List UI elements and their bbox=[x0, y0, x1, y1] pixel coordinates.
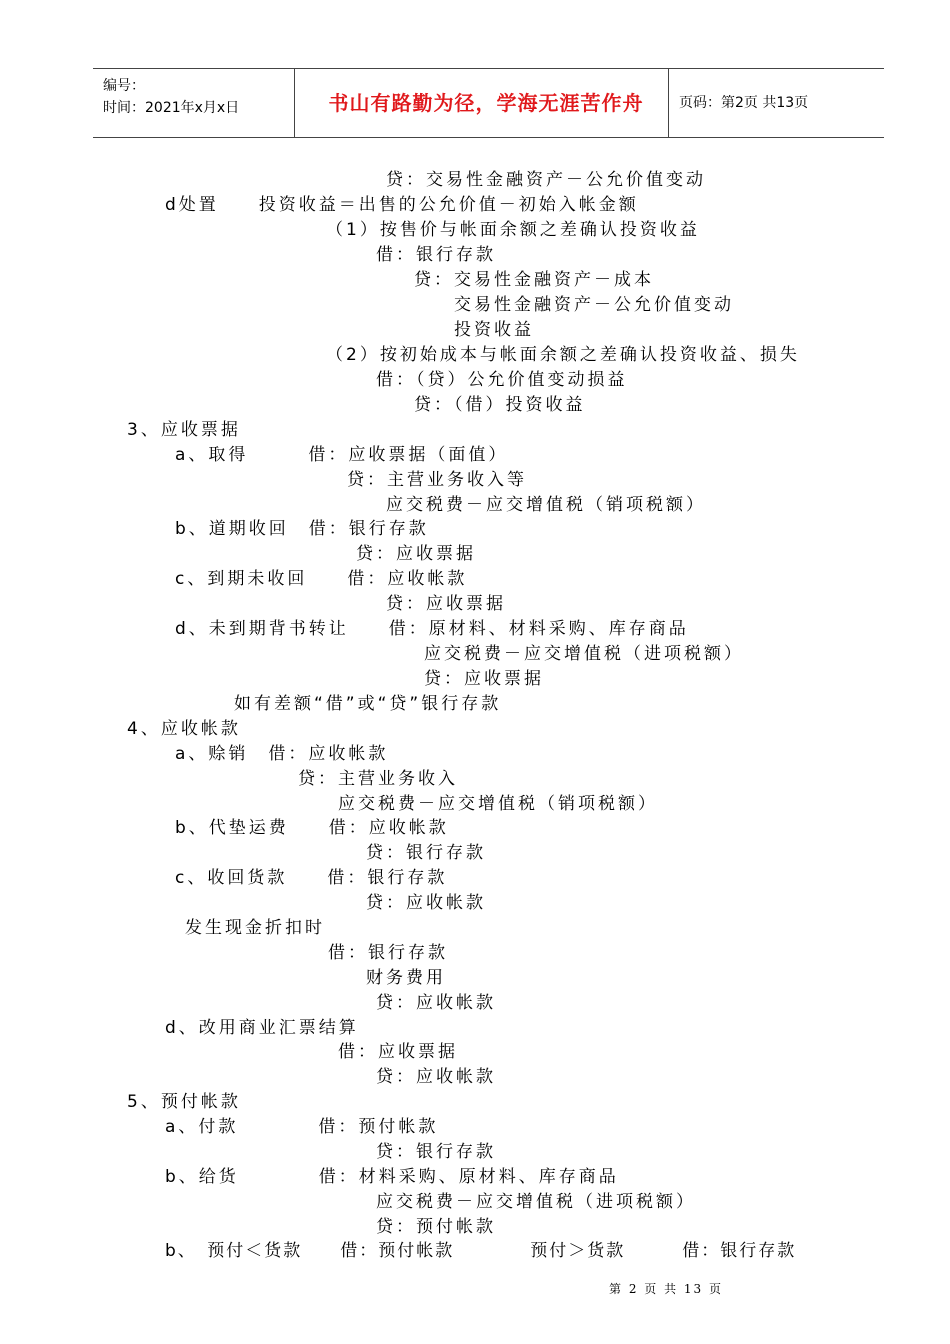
section-heading: 3、应收票据 bbox=[127, 420, 241, 440]
text-line: 贷：银行存款 bbox=[376, 1142, 496, 1162]
text-line: d处置 投资收益＝出售的公允价值－初始入帐金额 bbox=[165, 195, 639, 215]
text-line: 借：银行存款 bbox=[328, 943, 448, 963]
text-line: 应交税费－应交增值税（销项税额） bbox=[386, 495, 706, 515]
text-line: a、取得 借：应收票据（面值） bbox=[175, 445, 509, 465]
text-line: （1）按售价与帐面余额之差确认投资收益 bbox=[326, 220, 700, 240]
text-line: a、赊销 借：应收帐款 bbox=[175, 744, 389, 764]
text-line: b、 预付＜货款 借：预付帐款 预付＞货款 借：银行存款 bbox=[165, 1241, 797, 1261]
text-line: 贷：预付帐款 bbox=[376, 1217, 496, 1237]
text-line: 贷：主营业务收入 bbox=[298, 769, 458, 789]
text-line: 应交税费－应交增值税（销项税额） bbox=[338, 794, 658, 814]
header-meta bbox=[103, 75, 239, 119]
text-line: 借：（贷）公允价值变动损益 bbox=[376, 370, 628, 390]
text-line: d、未到期背书转让 借：原材料、材料采购、库存商品 bbox=[175, 619, 689, 639]
text-line: 发生现金折扣时 bbox=[185, 918, 325, 938]
text-line: 贷：（借）投资收益 bbox=[414, 395, 586, 415]
text-line: b、道期收回 借：银行存款 bbox=[175, 519, 429, 539]
text-line: 贷：交易性金融资产－公允价值变动 bbox=[386, 170, 706, 190]
text-line: 贷：银行存款 bbox=[366, 843, 486, 863]
section-heading: 5、预付帐款 bbox=[127, 1092, 241, 1112]
text-line: 应交税费－应交增值税（进项税额） bbox=[424, 644, 744, 664]
time-label: 时间：2021年x月x日 bbox=[103, 100, 240, 116]
header-divider bbox=[668, 69, 669, 137]
text-line: c、收回货款 借：银行存款 bbox=[175, 868, 448, 888]
text-line: （2）按初始成本与帐面余额之差确认投资收益、损失 bbox=[326, 345, 800, 365]
slogan: 书山有路勤为径，学海无涯苦作舟 bbox=[328, 91, 644, 115]
text-line: 贷：应收票据 bbox=[424, 669, 544, 689]
text-line: b、给货 借：材料采购、原材料、库存商品 bbox=[165, 1167, 619, 1187]
section-heading: 4、应收帐款 bbox=[127, 719, 241, 739]
page-info: 页码：第2页 共13页 bbox=[679, 95, 809, 111]
text-line: 借：银行存款 bbox=[376, 245, 496, 265]
page-header bbox=[93, 68, 884, 138]
text-line: 应交税费－应交增值税（进项税额） bbox=[376, 1192, 696, 1212]
text-line: 贷：交易性金融资产－成本 bbox=[414, 270, 654, 290]
text-line: a、付款 借：预付帐款 bbox=[165, 1117, 439, 1137]
header-divider bbox=[294, 69, 295, 137]
text-line: 投资收益 bbox=[454, 320, 534, 340]
text-line: 贷：应收帐款 bbox=[366, 893, 486, 913]
text-line: c、到期未收回 借：应收帐款 bbox=[175, 569, 468, 589]
text-line: 贷：主营业务收入等 bbox=[347, 470, 527, 490]
text-line: d、改用商业汇票结算 bbox=[165, 1018, 359, 1038]
text-line: 借：应收票据 bbox=[338, 1042, 458, 1062]
text-line: 如有差额“借”或“贷”银行存款 bbox=[234, 694, 502, 714]
serial-label: 编号： bbox=[103, 78, 145, 94]
text-line: b、代垫运费 借：应收帐款 bbox=[175, 818, 449, 838]
page-footer: 第 2 页 共 13 页 bbox=[609, 1282, 723, 1296]
text-line: 贷：应收票据 bbox=[386, 594, 506, 614]
text-line: 贷：应收票据 bbox=[356, 544, 476, 564]
text-line: 贷：应收帐款 bbox=[376, 1067, 496, 1087]
text-line: 贷：应收帐款 bbox=[376, 993, 496, 1013]
text-line: 财务费用 bbox=[366, 968, 446, 988]
text-line: 交易性金融资产－公允价值变动 bbox=[454, 295, 734, 315]
